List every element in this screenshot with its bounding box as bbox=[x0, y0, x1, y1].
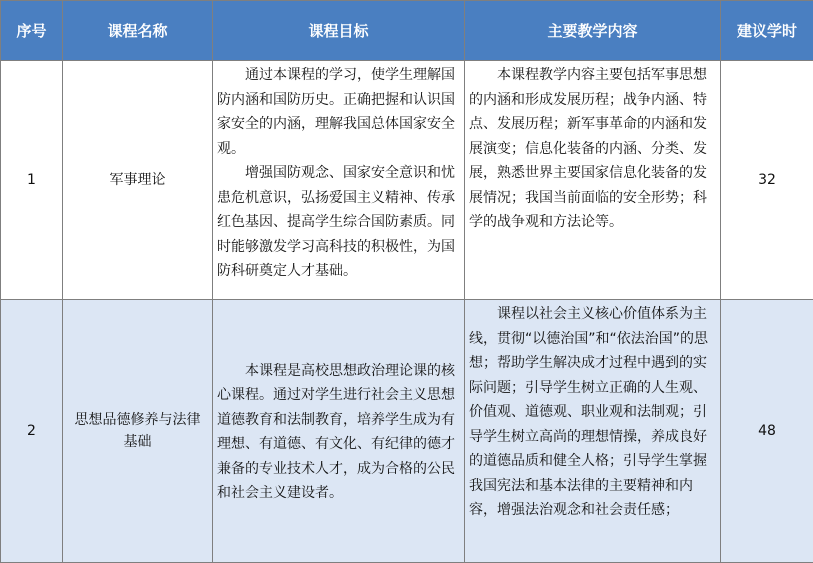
header-teaching-content: 主要教学内容 bbox=[465, 1, 721, 61]
suggested-hours: 48 bbox=[721, 300, 813, 563]
course-name: 思想品德修养与法律基础 bbox=[63, 300, 213, 563]
goal-paragraph: 本课程是高校思想政治理论课的核心课程。通过对学生进行社会主义思想道德教育和法制教育，培养学生成为有理想、有道德、有文化、有纪律的德才兼备的专业技术人才，成为合格的公民和社会主义建设者。 bbox=[217, 359, 462, 506]
row-index: 1 bbox=[1, 61, 63, 300]
content-paragraph: 课程以社会主义核心价值体系为主线，贯彻“以德治国”和“依法治国”的思想；帮助学生解决成才过程中遇到的实际问题；引导学生树立正确的人生观、价值观、道德观、职业观和法制观；引导学生树立高尚的理想情操，养成良好的道德品质和健全人格；引导学生掌握我国宪法和基本法律的主要精神和内容，增强法治观念和社会责任感； bbox=[469, 302, 718, 523]
course-name: 军事理论 bbox=[63, 61, 213, 300]
course-goals bbox=[213, 61, 465, 300]
row-index: 2 bbox=[1, 300, 63, 563]
table-header-row bbox=[1, 1, 813, 61]
header-suggested-hours: 建议学时 bbox=[721, 1, 813, 61]
table-row bbox=[1, 300, 813, 563]
header-course-name: 课程名称 bbox=[63, 1, 213, 61]
header-index: 序号 bbox=[1, 1, 63, 61]
course-goals bbox=[213, 300, 465, 563]
goal-paragraph: 增强国防观念、国家安全意识和忧患危机意识，弘扬爱国主义精神、传承红色基因、提高学生综合国防素质。同时能够激发学习高科技的积极性，为国防科研奠定人才基础。 bbox=[217, 161, 462, 284]
goal-paragraph: 通过本课程的学习，使学生理解国防内涵和国防历史。正确把握和认识国家安全的内涵，理解我国总体国家安全观。 bbox=[217, 63, 462, 161]
header-course-goals: 课程目标 bbox=[213, 1, 465, 61]
teaching-content bbox=[465, 61, 721, 300]
suggested-hours: 32 bbox=[721, 61, 813, 300]
teaching-content bbox=[465, 300, 721, 563]
content-paragraph: 本课程教学内容主要包括军事思想的内涵和形成发展历程；战争内涵、特点、发展历程；新军事革命的内涵和发展演变；信息化装备的内涵、分类、发展，熟悉世界主要国家信息化装备的发展情况；我国当前面临的安全形势；科学的战争观和方法论等。 bbox=[469, 63, 718, 235]
table-row bbox=[1, 61, 813, 300]
